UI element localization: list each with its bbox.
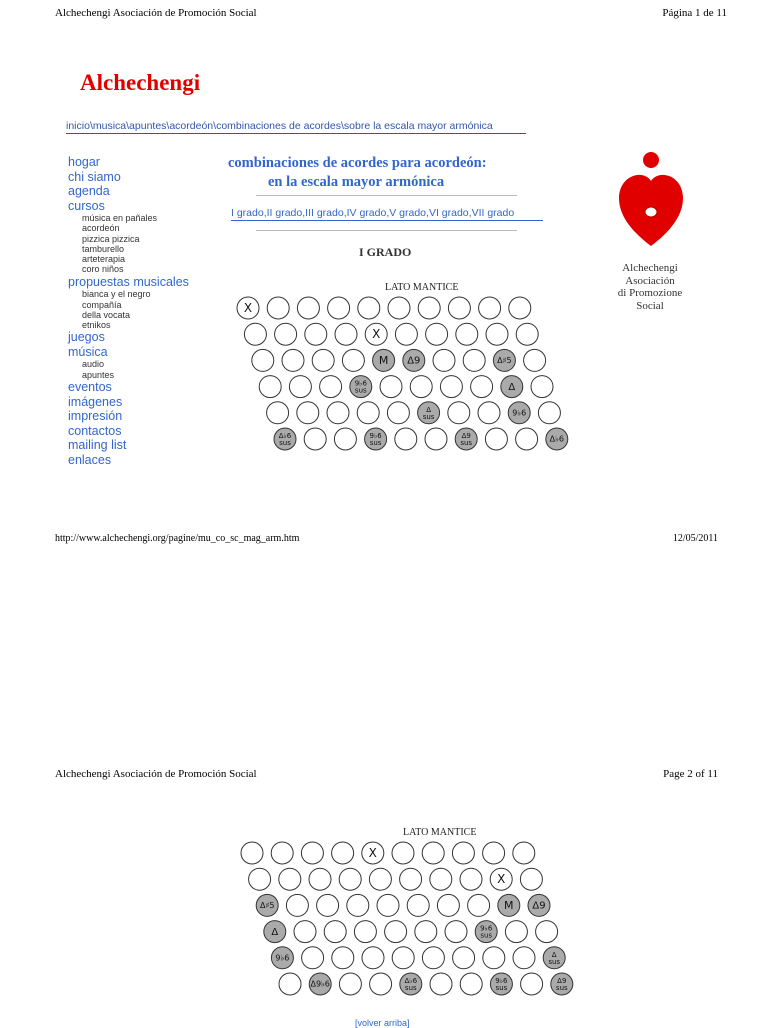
bass-button (309, 868, 331, 890)
bass-button (339, 868, 361, 890)
bass-button-chord (490, 973, 512, 995)
bass-button (327, 402, 349, 424)
button-label: sus (279, 439, 291, 447)
page-title-line1: combinaciones de acordes para acordeón: (228, 155, 487, 171)
nav-subitem[interactable]: compañía (82, 299, 122, 310)
breadcrumb-link[interactable]: inicio (66, 120, 90, 132)
button-label: 9♭6 (512, 408, 527, 418)
nav-subitem[interactable]: música en pañales (82, 213, 158, 223)
bass-button-chord (264, 921, 286, 943)
bass-button (289, 376, 311, 398)
logo-caption-line: Asociación (625, 274, 675, 287)
bass-button (297, 297, 319, 319)
bass-button (241, 842, 263, 864)
bass-button (358, 297, 380, 319)
bass-button-chord (498, 894, 520, 916)
bass-button (479, 297, 501, 319)
grade-link[interactable]: IV grado (346, 207, 387, 219)
logo-caption (610, 262, 690, 312)
bass-button-chord (274, 428, 296, 450)
bass-button-chord (400, 973, 422, 995)
bass-button (305, 323, 327, 345)
bass-button-chord (271, 947, 293, 969)
button-label: sus (555, 984, 568, 992)
button-label: 9♭6 (275, 953, 290, 963)
nav-item[interactable]: propuestas musicales (68, 274, 189, 289)
bass-button-chord (493, 349, 515, 371)
bass-button-chord (403, 349, 425, 371)
logo-caption-line: Social (636, 299, 664, 312)
nav-item[interactable]: hogar (68, 155, 100, 169)
bass-button (410, 376, 432, 398)
bass-button (317, 894, 339, 916)
bass-button (418, 297, 440, 319)
grade-links (231, 207, 543, 221)
bass-button (485, 428, 507, 450)
nav-item[interactable]: cursos (68, 198, 105, 213)
bass-button (463, 349, 485, 371)
bass-button-x (237, 297, 259, 319)
bass-button (279, 868, 301, 890)
bass-button (275, 323, 297, 345)
button-label: 9♭6 (369, 432, 382, 440)
nav-subitem[interactable]: acordeón (82, 223, 120, 234)
nav-subitem[interactable]: pizzica pizzica (82, 233, 140, 244)
accordion-button-diagram-1 (230, 293, 620, 458)
bass-button (320, 376, 342, 398)
grade-separator: , (302, 207, 306, 219)
bass-button (453, 947, 475, 969)
bass-button (513, 947, 535, 969)
page-title (228, 154, 487, 192)
button-label: Δ9♭6 (310, 979, 330, 989)
bass-button (509, 297, 531, 319)
lato-mantice-label: LATO MANTICE (385, 282, 459, 293)
accordion-button-diagram-2 (230, 838, 650, 1003)
bass-button (377, 894, 399, 916)
bass-button (297, 402, 319, 424)
breadcrumb-separator: \ (340, 120, 344, 132)
bass-button (324, 921, 346, 943)
bass-button (282, 349, 304, 371)
bass-button-chord (350, 376, 372, 398)
button-label: Δ♯5 (497, 356, 512, 366)
button-label: Δ♭6 (549, 434, 564, 444)
button-label: X (243, 301, 253, 315)
bass-button-chord (501, 376, 523, 398)
grade-link[interactable]: III grado (305, 207, 344, 219)
bass-button (392, 947, 414, 969)
divider (256, 195, 517, 196)
nav-item[interactable]: agenda (68, 184, 110, 198)
bass-button-chord (373, 349, 395, 371)
grade-link[interactable]: I grado (231, 207, 264, 219)
button-label: sus (422, 412, 435, 421)
bass-button-chord (508, 402, 530, 424)
nav-item[interactable]: impresión (68, 409, 123, 424)
logo-caption-line: di Promozione (617, 287, 683, 299)
bass-button-x (490, 868, 512, 890)
bass-button (380, 376, 402, 398)
bass-button (407, 894, 429, 916)
button-label: 9♭6 (480, 924, 493, 933)
grade-link[interactable]: II grado (266, 207, 303, 219)
button-label: X (368, 846, 377, 860)
button-label: Δ9 (557, 977, 567, 985)
breadcrumb-link[interactable]: musica (92, 120, 127, 132)
bass-button (426, 323, 448, 345)
bass-button (347, 894, 369, 916)
nav-subitem[interactable]: arteterapia (82, 254, 126, 265)
section-title: I GRADO (359, 245, 412, 259)
grade-link[interactable]: V grado (389, 207, 427, 219)
button-label: sus (495, 984, 508, 992)
bass-button-chord (256, 894, 278, 916)
bass-button-chord (309, 973, 331, 995)
button-label: sus (369, 439, 382, 447)
button-label: Δ9 (532, 900, 546, 912)
bass-button (415, 921, 437, 943)
button-label: sus (460, 439, 473, 447)
button-label: sus (548, 957, 561, 966)
page-title-line2: en la escala mayor armónica (268, 174, 445, 190)
button-label: Δ (426, 405, 431, 414)
bass-button-chord (551, 973, 573, 995)
nav-subitem[interactable]: etnikos (82, 320, 111, 331)
sidebar-nav (68, 155, 189, 467)
bass-button-chord (543, 947, 565, 969)
button-label: Δ9 (407, 355, 421, 367)
button-label: X (497, 872, 506, 887)
print-header-title-page2: Alchechengi Asociación de Promoción Social (55, 768, 257, 780)
bass-button (387, 402, 409, 424)
bass-button (328, 297, 350, 319)
bass-button (392, 842, 414, 864)
nav-item[interactable]: chi siamo (68, 169, 121, 184)
nav-item[interactable]: enlaces (68, 452, 112, 467)
bass-button (445, 921, 467, 943)
bass-button (249, 868, 271, 890)
nav-item[interactable]: eventos (68, 380, 112, 395)
bass-button (505, 921, 527, 943)
nav-subitem[interactable]: coro niños (82, 264, 124, 275)
bass-button (452, 842, 474, 864)
bass-button (513, 842, 535, 864)
grade-separator: , (426, 207, 429, 219)
bass-button (430, 868, 452, 890)
button-label: sus (354, 386, 367, 395)
bass-button (385, 921, 407, 943)
nav-subitem[interactable]: tamburello (82, 243, 125, 254)
bass-button-x (362, 842, 384, 864)
grade-separator: , (468, 207, 472, 219)
bass-button (312, 349, 334, 371)
grade-link[interactable]: VII grado (471, 207, 515, 219)
grade-separator: , (386, 207, 390, 219)
bass-button (400, 868, 422, 890)
grade-separator: , (343, 207, 347, 219)
site-brand[interactable]: Alchechengi (80, 70, 201, 95)
bass-button (395, 428, 417, 450)
button-label: sus (404, 984, 417, 992)
breadcrumb-separator: \ (89, 120, 93, 132)
bass-button (471, 376, 493, 398)
breadcrumb-separator: \ (166, 120, 170, 132)
bass-button (538, 402, 560, 424)
nav-item[interactable]: música (68, 344, 108, 359)
nav-item[interactable]: imágenes (68, 394, 123, 409)
button-label: Δ♯5 (259, 901, 275, 911)
bass-button (304, 428, 326, 450)
divider (256, 230, 517, 231)
button-label: M (504, 899, 514, 913)
bass-button (335, 323, 357, 345)
nav-subitem[interactable]: apuntes (82, 369, 115, 380)
button-label: Δ♭6 (404, 977, 418, 985)
nav-subitem[interactable]: audio (82, 359, 105, 370)
grade-separator: , (263, 207, 267, 219)
button-label: Δ (508, 381, 516, 393)
bass-button (332, 842, 354, 864)
bass-button (425, 428, 447, 450)
bass-button (483, 842, 505, 864)
bass-button (448, 297, 470, 319)
bass-button (252, 349, 274, 371)
bass-button (362, 947, 384, 969)
bass-button (531, 376, 553, 398)
breadcrumb-link[interactable]: acordeón (169, 120, 214, 132)
bass-button (483, 947, 505, 969)
bass-button-x (365, 323, 387, 345)
bass-button (267, 402, 289, 424)
bass-button (286, 894, 308, 916)
breadcrumb-separator: \ (126, 120, 130, 132)
nav-item[interactable]: juegos (68, 330, 105, 345)
bass-button (524, 349, 546, 371)
bass-button-chord (418, 402, 440, 424)
back-to-top-link[interactable]: [volver arriba] (355, 1018, 410, 1028)
bass-button (267, 297, 289, 319)
bass-button (302, 947, 324, 969)
print-header-title: Alchechengi Asociación de Promoción Social (55, 7, 257, 19)
button-label: M (378, 354, 389, 368)
grade-link[interactable]: VI grado (428, 207, 469, 219)
bass-button (448, 402, 470, 424)
bass-button (460, 973, 482, 995)
bass-button (370, 973, 392, 995)
print-footer-date: 12/05/2011 (672, 533, 718, 544)
bass-button (294, 921, 316, 943)
logo (617, 150, 685, 255)
bass-button (430, 973, 452, 995)
button-label: 9♭6 (354, 379, 367, 388)
bass-button (342, 349, 364, 371)
bass-button (369, 868, 391, 890)
button-label: X (372, 327, 381, 342)
breadcrumb-link[interactable]: apuntes (129, 120, 167, 132)
breadcrumb-separator: \ (213, 120, 217, 132)
bass-button (520, 868, 542, 890)
bass-button (521, 973, 543, 995)
bass-button-chord (475, 921, 497, 943)
button-label: sus (480, 931, 493, 940)
bass-button (339, 973, 361, 995)
bass-button (516, 323, 538, 345)
bass-button (468, 894, 490, 916)
print-footer-url: http://www.alchechengi.org/pagine/mu_co_sc_mag_arm.htm (55, 533, 300, 544)
bass-button (354, 921, 376, 943)
bass-button (422, 842, 444, 864)
bass-button (456, 323, 478, 345)
button-label: Δ (271, 926, 279, 938)
nav-item[interactable]: mailing list (68, 438, 127, 453)
bass-button (279, 973, 301, 995)
button-label: 9♭6 (495, 977, 508, 985)
bass-button (440, 376, 462, 398)
bass-button (478, 402, 500, 424)
logo-heart-icon (617, 150, 685, 250)
bass-button (357, 402, 379, 424)
nav-subitem[interactable]: bianca y el negro (82, 289, 151, 300)
logo-caption-line: Alchechengi (622, 262, 678, 274)
bass-button-chord (546, 428, 568, 450)
lato-mantice-label-2: LATO MANTICE (403, 827, 477, 838)
bass-button (388, 297, 410, 319)
bass-button (460, 868, 482, 890)
bass-button (433, 349, 455, 371)
bass-button (259, 376, 281, 398)
breadcrumb-link[interactable]: combinaciones de acordes (216, 120, 341, 132)
bass-button (536, 921, 558, 943)
bass-button (395, 323, 417, 345)
nav-subitem[interactable]: della vocata (82, 309, 131, 320)
bass-button (516, 428, 538, 450)
print-header-page: Página 1 de 11 (662, 7, 727, 19)
breadcrumb-link[interactable]: sobre la escala mayor armónica (343, 120, 493, 132)
button-label: Δ♭6 (278, 432, 292, 440)
nav-item[interactable]: contactos (68, 423, 122, 438)
bass-button (271, 842, 293, 864)
bass-button (332, 947, 354, 969)
bass-button (301, 842, 323, 864)
breadcrumb (66, 120, 526, 134)
bass-button (422, 947, 444, 969)
bass-button-chord (528, 894, 550, 916)
bass-button (486, 323, 508, 345)
bass-button (334, 428, 356, 450)
button-label: Δ (551, 950, 557, 959)
print-header-page-page2: Page 2 of 11 (663, 768, 718, 780)
bass-button-chord (365, 428, 387, 450)
bass-button (244, 323, 266, 345)
bass-button (437, 894, 459, 916)
bass-button-chord (455, 428, 477, 450)
button-label: Δ9 (461, 432, 471, 440)
